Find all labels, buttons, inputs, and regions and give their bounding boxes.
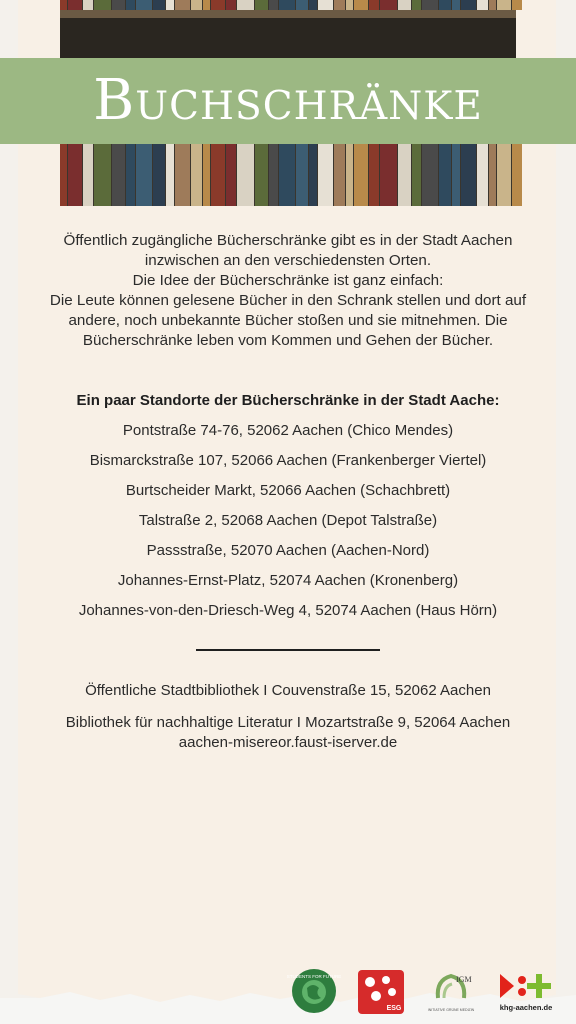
location-item: Burtscheider Markt, 52066 Aachen (Schachbrett) [125,482,451,499]
khg-logo-icon [496,970,556,1019]
students-for-future-text: STUDENTS FOR FUTURE [286,974,342,979]
location-item: Johannes-Ernst-Platz, 52074 Aachen (Kronenberg) [117,572,459,589]
intro-paragraph-2: Die Idee der Bücherschränke ist ganz einfach: [132,272,444,289]
title-banner [0,58,576,144]
location-item: Johannes-von-den-Driesch-Weg 4, 52074 Aachen (Haus Hörn) [78,602,498,619]
intro-paragraph-3: Die Leute können gelesene Bücher in den Schrank stellen und dort auf andere, noch unbekannte Bücher stoßen und sie mitnehmen. Die Bücherschränke leben vom Kommen und Gehen der Bücher. [49,292,527,349]
esg-logo-icon [358,970,404,1019]
intro-text [40,231,536,351]
intro-paragraph-1: Öffentlich zugängliche Bücherschränke gibt es in der Stadt Aachen inzwischen an den verschiedensten Orten. [63,232,513,269]
library-nachhaltige-literatur: Bibliothek für nachhaltige Literatur I Mozartstraße 9, 52064 Aachen [65,714,511,731]
divider [196,649,380,651]
torn-paper-edge [0,964,576,1024]
igm-subtext: INITIATIVE GRÜNE MEDIZIN [427,1008,475,1012]
location-item: Bismarckstraße 107, 52066 Aachen (Frankenberger Viertel) [89,452,487,469]
locations-heading: Ein paar Standorte der Bücherschränke in der Stadt Aache: [76,392,500,409]
khg-text: khg-aachen.de [499,1003,553,1012]
location-item: Passstraße, 52070 Aachen (Aachen-Nord) [146,542,430,559]
location-item: Pontstraße 74-76, 52062 Aachen (Chico Mendes) [122,422,454,439]
igm-logo-icon [426,968,476,1019]
libraries-info [0,681,576,753]
esg-text: ESG [386,1005,402,1012]
library-stadtbibliothek: Öffentliche Stadtbibliothek I Couvenstraße 15, 52062 Aachen [85,682,491,699]
igm-text: IGM [456,975,472,984]
page-title: Buchschränke [93,68,483,133]
location-item: Talstraße 2, 52068 Aachen (Depot Talstraße) [138,512,438,529]
locations-list [0,421,576,631]
students-for-future-logo-icon [286,968,342,1019]
library-website-link[interactable]: aachen-misereor.faust-iserver.de [178,734,398,751]
